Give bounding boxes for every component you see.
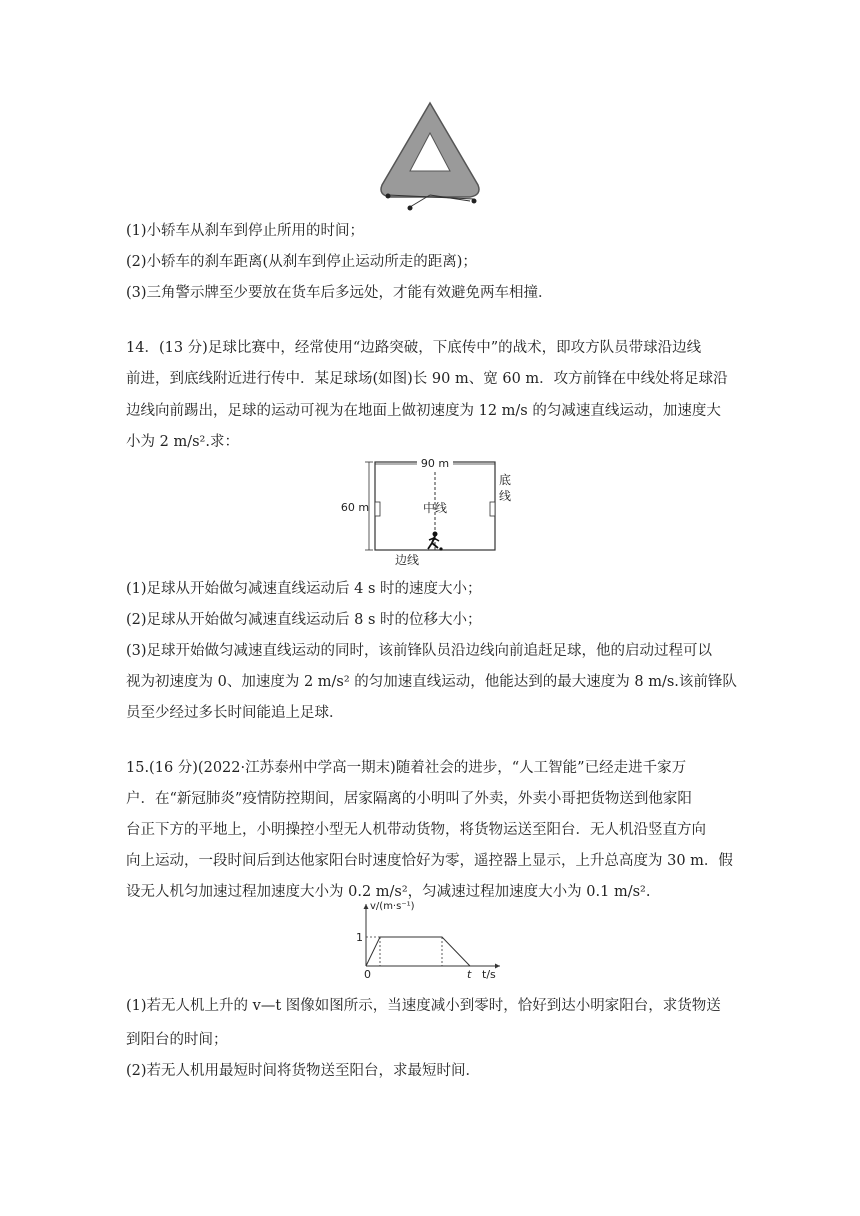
q15-stem-line-4: 向上运动，一段时间后到达他家阳台时速度恰好为零，遥控器上显示，上升总高度为 30 m．假 (126, 853, 733, 869)
right-goal (490, 502, 495, 516)
q15-stem-line-2: 户．在“新冠肺炎”疫情防控期间，居家隔离的小明叫了外卖，外卖小哥把货物送到他家阳 (126, 791, 692, 807)
midline-label: 中线 (422, 501, 448, 515)
q13-item-1: (1)小轿车从刹车到停止所用的时间； (126, 223, 365, 239)
q14-item-3-line-3: 员至少经过多长时间能追上足球． (126, 705, 344, 721)
soccer-field-figure (335, 450, 525, 570)
y-tick-label: 1 (356, 931, 363, 944)
endline-label-2: 线 (498, 489, 512, 503)
q13-item-2: (2)小轿车的刹车距离(从刹车到停止运动所走的距离)； (126, 254, 477, 270)
q15-item-1-line-2: 到阳台的时间； (126, 1032, 228, 1048)
q14-stem-line-3: 边线向前踢出，足球的运动可视为在地面上做初速度为 12 m/s 的匀减速直线运动，加速度大 (126, 403, 721, 419)
q14-item-3-line-1: (3)足球开始做匀减速直线运动的同时，该前锋队员沿边线向前追赶足球，他的启动过程可以 (126, 643, 713, 659)
q13-item-3: (3)三角警示牌至少要放在货车后多远处，才能有效避免两车相撞． (126, 285, 553, 301)
q14-stem-line-4: 小为 2 m/s².求： (126, 434, 239, 450)
vt-curve (366, 937, 470, 966)
vt-graph-figure (350, 898, 510, 983)
warning-triangle-figure (370, 95, 490, 215)
q14-item-2: (2)足球从开始做匀减速直线运动后 8 s 时的位移大小； (126, 612, 482, 628)
q15-stem-line-5: 设无人机匀加速过程加速度大小为 0.2 m/s²，匀减速过程加速度大小为 0.1 m/s². (126, 884, 651, 900)
length-label: 90 m (420, 457, 450, 470)
q14-stem-line-1: 14．(13 分)足球比赛中，经常使用“边路突破，下底传中”的战术，即攻方队员带球沿边线 (126, 340, 702, 356)
y-axis-label: v/(m·s⁻¹) (370, 901, 415, 912)
sideline-label: 边线 (394, 553, 420, 567)
origin-label: 0 (364, 968, 371, 981)
q15-item-1-line-1: (1)若无人机上升的 v—t 图像如图所示，当速度减小到零时，恰好到达小明家阳台，求货物送 (126, 998, 721, 1014)
q14-stem-line-2: 前进，到底线附近进行传中．某足球场(如图)长 90 m、宽 60 m．攻方前锋在中线处将足球沿 (126, 371, 728, 387)
t-mark-label: t (467, 968, 472, 981)
q14-item-1: (1)足球从开始做匀减速直线运动后 4 s 时的速度大小； (126, 581, 482, 597)
width-label: 60 m (340, 501, 370, 514)
q15-stem-line-1: 15.(16 分)(2022·江苏泰州中学高一期末)随着社会的进步，“人工智能”已经走进千家万 (126, 760, 687, 776)
x-axis-label: t/s (482, 968, 496, 981)
q14-item-3-line-2: 视为初速度为 0、加速度为 2 m/s² 的匀加速直线运动，他能达到的最大速度为 8 m/s.该前锋队 (126, 674, 737, 690)
left-goal (375, 502, 380, 516)
q15-stem-line-3: 台正下方的平地上，小明操控小型无人机带动货物，将货物运送至阳台．无人机沿竖直方向 (126, 822, 706, 838)
q15-item-2: (2)若无人机用最短时间将货物送至阳台，求最短时间． (126, 1063, 481, 1079)
endline-label-1: 底 (498, 473, 512, 487)
